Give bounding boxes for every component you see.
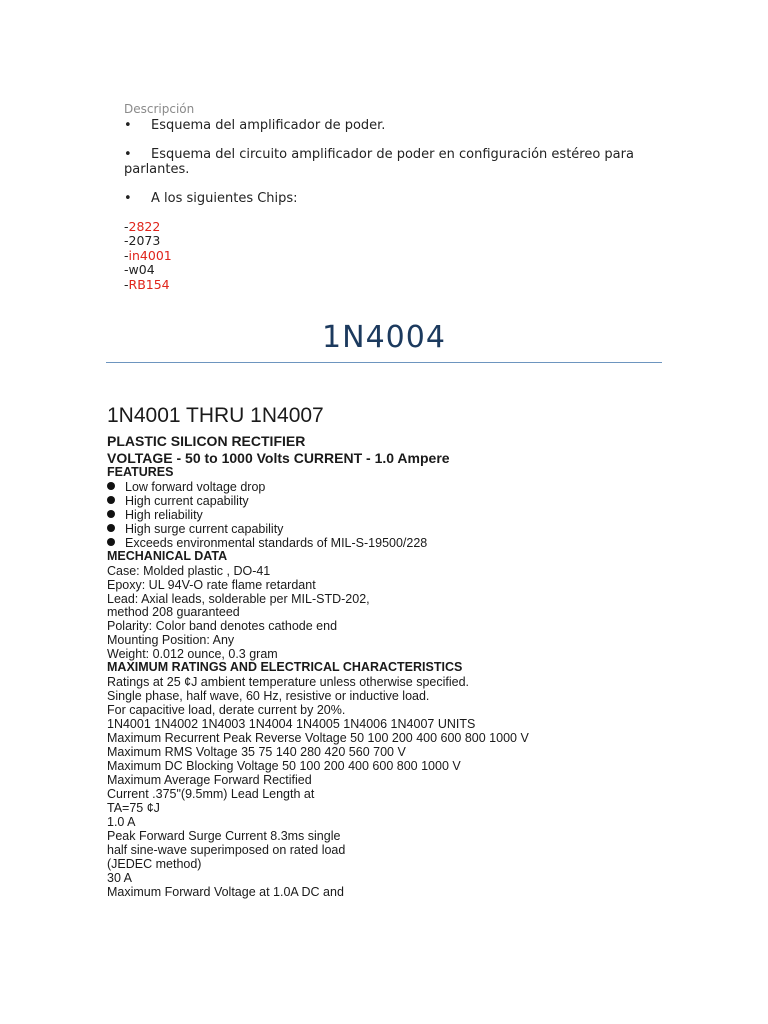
mechanical-line: Polarity: Color band denotes cathode end — [107, 619, 338, 633]
ratings-line: 30 A — [107, 871, 133, 885]
bullet-item — [124, 147, 644, 162]
bullet-icon: • — [124, 118, 132, 133]
ratings-line: Peak Forward Surge Current 8.3ms single — [107, 829, 341, 843]
datasheet-subtitle: PLASTIC SILICON RECTIFIER — [107, 433, 306, 449]
features-heading: FEATURES — [107, 465, 174, 479]
bullet-dot-icon — [107, 496, 115, 504]
bullet-dot-icon — [107, 524, 115, 532]
bullet-item — [124, 191, 644, 206]
ratings-heading: MAXIMUM RATINGS AND ELECTRICAL CHARACTERISTICS — [107, 660, 463, 674]
ratings-line: For capacitive load, derate current by 20%. — [107, 703, 346, 717]
bullet-text: Esquema del circuito amplificador de poder en configuración estéreo para — [151, 147, 634, 162]
mechanical-line: Case: Molded plastic , DO-41 — [107, 564, 271, 578]
ratings-line: Maximum Recurrent Peak Reverse Voltage 50 100 200 400 600 800 1000 V — [107, 731, 529, 745]
chip-item: -RB154 — [124, 277, 170, 292]
ratings-line: (JEDEC method) — [107, 857, 202, 871]
feature-item: Low forward voltage drop — [107, 480, 265, 494]
chip-name: in4001 — [128, 248, 172, 263]
datasheet-subtitle: VOLTAGE - 50 to 1000 Volts CURRENT - 1.0 Ampere — [107, 450, 450, 466]
chip-name: w04 — [128, 262, 155, 277]
ratings-line: Ratings at 25 ¢J ambient temperature unless otherwise specified. — [107, 675, 469, 689]
chip-name: 2073 — [128, 233, 161, 248]
divider — [106, 362, 662, 363]
chip-name: RB154 — [128, 277, 170, 292]
main-title: 1N4004 — [322, 320, 446, 355]
feature-item: Exceeds environmental standards of MIL-S-19500/228 — [107, 536, 427, 550]
bullet-dot-icon — [107, 482, 115, 490]
feature-item: High current capability — [107, 494, 249, 508]
mechanical-line: Weight: 0.012 ounce, 0.3 gram — [107, 647, 278, 661]
ratings-line: Maximum Forward Voltage at 1.0A DC and — [107, 885, 344, 899]
chip-item: -2073 — [124, 233, 161, 248]
mechanical-heading: MECHANICAL DATA — [107, 549, 228, 563]
bullet-continuation — [124, 162, 644, 177]
ratings-line: half sine-wave superimposed on rated load — [107, 843, 346, 857]
chip-name: 2822 — [128, 219, 161, 234]
mechanical-line: Lead: Axial leads, solderable per MIL-STD-202, — [107, 592, 370, 606]
bullet-dot-icon — [107, 510, 115, 518]
datasheet-title: 1N4001 THRU 1N4007 — [107, 404, 324, 427]
ratings-line: Maximum RMS Voltage 35 75 140 280 420 560 700 V — [107, 745, 406, 759]
mechanical-line: Mounting Position: Any — [107, 633, 235, 647]
chip-item: -in4001 — [124, 248, 172, 263]
ratings-line: TA=75 ¢J — [107, 801, 160, 815]
chip-item: -2822 — [124, 219, 161, 234]
mechanical-line: Epoxy: UL 94V-O rate flame retardant — [107, 578, 316, 592]
bullet-icon: • — [124, 191, 132, 206]
bullet-text: Esquema del amplificador de poder. — [151, 118, 386, 133]
feature-item: High surge current capability — [107, 522, 283, 536]
ratings-line: 1N4001 1N4002 1N4003 1N4004 1N4005 1N4006 1N4007 UNITS — [107, 717, 476, 731]
mechanical-line: method 208 guaranteed — [107, 605, 240, 619]
chip-item: -w04 — [124, 262, 155, 277]
ratings-line: Maximum Average Forward Rectified — [107, 773, 312, 787]
ratings-line: Current .375"(9.5mm) Lead Length at — [107, 787, 315, 801]
bullet-item — [124, 118, 644, 133]
ratings-line: 1.0 A — [107, 815, 136, 829]
ratings-line: Maximum DC Blocking Voltage 50 100 200 400 600 800 1000 V — [107, 759, 461, 773]
feature-item: High reliability — [107, 508, 203, 522]
bullet-text: A los siguientes Chips: — [151, 191, 298, 206]
bullet-icon: • — [124, 147, 132, 162]
bullet-dot-icon — [107, 538, 115, 546]
ratings-line: Single phase, half wave, 60 Hz, resistive or inductive load. — [107, 689, 430, 703]
bullet-text: parlantes. — [124, 162, 190, 177]
description-heading: Descripción — [124, 102, 195, 116]
